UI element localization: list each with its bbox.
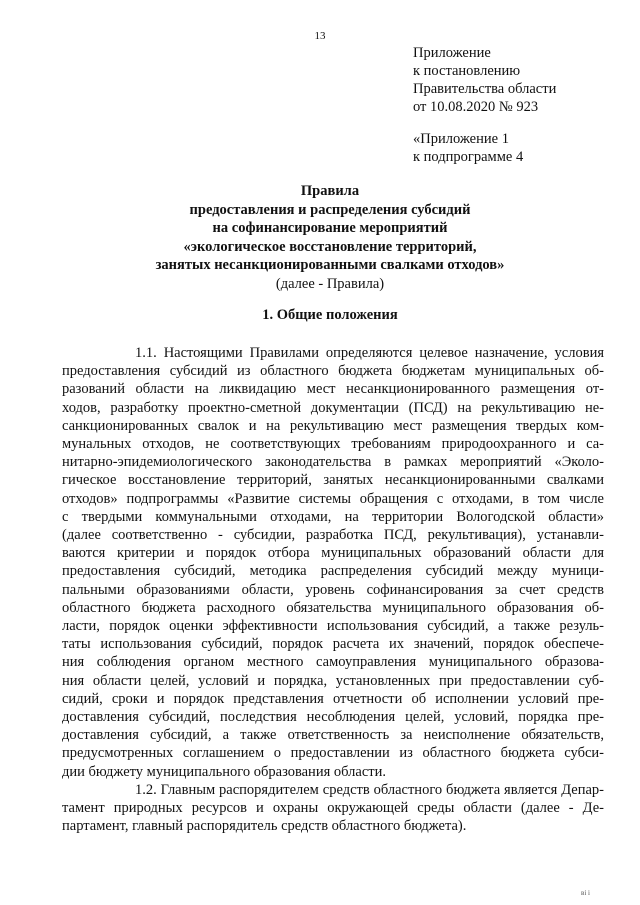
body-text — [62, 344, 604, 835]
appendix-sub-line: «Приложение 1 — [413, 131, 509, 147]
body-line: предоставления субсидий, методика распределения субсидий между муници- — [62, 563, 604, 580]
title-line: Правила — [300, 183, 360, 199]
title-line: «экологическое восстановление территорий, — [183, 238, 477, 255]
body-line: нитарно-эпидемиологического законодательства в рамках мероприятий «Эколо- — [62, 454, 604, 471]
appendix-sub-line: к подпрограмме 4 — [413, 149, 524, 165]
body-line: ния соблюдения органом местного самоуправления муниципального образова- — [62, 654, 604, 671]
section-heading: 1. Общие положения — [262, 307, 398, 323]
body-line: предоставления субсидий из областного бюджета бюджетам муниципальных об- — [62, 363, 604, 380]
body-line: сидий, сроки и порядок представления отчетности об исполнении условий пре- — [62, 690, 604, 707]
body-line: мунальных отходов, не соответствующих требованиям природоохранного и са- — [62, 436, 604, 453]
body-line: с твердыми коммунальными отходами, на территории Вологодской области» — [62, 508, 604, 525]
corner-mark: ві і — [581, 889, 590, 897]
appendix-line: к постановлению — [413, 63, 521, 79]
body-line: ваются критерии и порядок отбора муниципальных образований области для — [62, 545, 604, 562]
title-line: на софинансирование мероприятий — [212, 220, 448, 237]
body-line: санкционированных свалок и на рекультивацию мест размещения твердых ком- — [62, 417, 604, 434]
body-line: партамент, главный распорядитель средств областного бюджета). — [62, 818, 467, 835]
body-line: тамент природных ресурсов и охраны окружающей среды области (далее - Де- — [62, 800, 604, 817]
body-line: 1.2. Главным распорядителем средств областного бюджета является Депар- — [135, 781, 604, 798]
body-line: областного бюджета расходного обязательства муниципального образования об- — [62, 599, 604, 616]
body-line: предусмотренных соглашением о предоставлении из областного бюджета субси- — [62, 745, 604, 762]
body-line: доставления субсидий, последствия несоблюдения целей, условий, порядка пре- — [62, 709, 604, 726]
body-line: гическое восстановление территорий, занятых несанкционированными свалками — [62, 472, 604, 489]
title-note: (далее - Правила) — [275, 275, 385, 292]
page-number: 13 — [314, 30, 326, 42]
body-line: дии бюджету муниципального образования области. — [62, 763, 386, 780]
body-line: 1.1. Настоящими Правилами определяются целевое назначение, условия — [135, 345, 604, 361]
body-line: (далее соответственно - субсидии, разработка ПСД, рекультивация), устанавли- — [62, 527, 604, 544]
appendix-header — [413, 44, 556, 116]
body-line: разований области на ликвидацию мест несанкционированного размещения от- — [62, 381, 604, 398]
appendix-line: Приложение — [413, 45, 491, 61]
body-line: пальными образованиями области, уровень софинансирования за счет средств — [62, 581, 604, 598]
body-line: ласти, порядок оценки эффективности использования субсидий, а также резуль- — [62, 618, 604, 635]
appendix-line: от 10.08.2020 № 923 — [413, 99, 539, 115]
body-line: таты использования субсидий, порядок расчета их значений, порядок обеспече- — [62, 636, 604, 653]
appendix-line: Правительства области — [413, 81, 557, 97]
body-line: ходов, разработку проектно-сметной документации (ПСД) на рекультивацию не- — [62, 399, 604, 416]
document-title — [60, 182, 600, 294]
title-line: занятых несанкционированными свалками отходов» — [155, 257, 505, 274]
appendix-sub — [413, 130, 523, 166]
body-line: доставления субсидий, а также ответственность за неисполнение обязательств, — [62, 727, 604, 744]
body-line: отходов» подпрограммы «Развитие системы обращения с отходами, в том числе — [62, 490, 604, 507]
body-line: ния области целей, условий и порядка, установленных при предоставлении суб- — [62, 672, 604, 689]
title-line: предоставления и распределения субсидий — [189, 201, 471, 218]
